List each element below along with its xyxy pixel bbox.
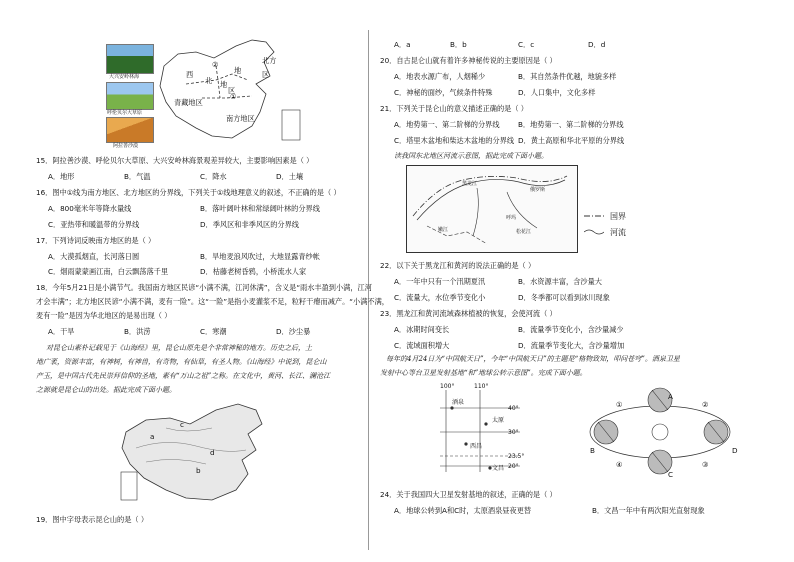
q22-option-d[interactable]: D．冬季都可以看到冰川现象 [518,293,610,302]
map3-legend-river: 河流 [610,228,626,237]
orbit-label-b: B [590,446,595,455]
q15-option-a[interactable]: A．地形 [48,172,75,181]
q22-stem: 22．以下关于黑龙江和黄河的说法正确的是（ ） [380,261,536,270]
map2-letter-d: d [210,448,215,457]
photo-grassland [106,82,154,110]
q19-option-a[interactable]: A．a [394,40,411,49]
q16-option-d[interactable]: D．季风区和非季风区的分界线 [200,220,299,229]
earth-orbit-diagram [576,384,746,480]
q17-option-c[interactable]: C．烟雨蒙蒙画江南，白云飘荡落千里 [48,267,169,276]
q23-option-d[interactable]: D．流量季节变化大，含沙量增加 [518,341,625,350]
q18-line-3: 麦有一险”是因为华北地区的是易出现（ ） [36,311,172,320]
map1-region-beifang: 北方 [262,56,277,65]
q18-line-1: 18．今年5月21日是小满节气。我国南方地区民谚“小满不满，江河休满”，含义是“雨水丰盈到小满，江河 [36,283,372,292]
northeast-river-map [406,165,578,253]
map4-lat-30: 30° [508,429,519,436]
map3-legend-border: 国界 [610,212,626,221]
orbit-label-a: A [668,392,673,401]
q22-option-c[interactable]: C．流量大，水位季节变化小 [394,293,486,302]
map1-region-di2: 地 [234,66,242,75]
map2-letter-b: b [196,466,201,475]
q24-option-a[interactable]: A．地球公转到A和C时，太原酒泉昼夜更替 [394,506,532,515]
passage-space-1: 每年的4月24日为“中国航天日”，今年“中国航天日”的主题是“格物致知，叩问苍穹”。酒泉卫星 [386,355,680,363]
map1-region-bei: 北 [205,76,213,85]
map3-label-huma: 呼玛 [506,215,517,221]
orbit-label-c: C [668,470,674,479]
q23-stem: 23．黑龙江和黄河流域森林植被的恢复，会使河流（ ） [380,309,557,318]
q23-option-c[interactable]: C．流域面积增大 [394,341,450,350]
q15-option-d[interactable]: D．土壤 [276,172,304,181]
map3-label-songhuajiang: 松花江 [516,229,532,235]
passage-kunlun-3: 产玉，是中国古代先民崇拜信仰的圣地，素有“万山之祖”之称。在文化中，黄河、长江、澜沧江 [36,372,331,380]
q15-option-c[interactable]: C．降水 [200,172,227,181]
passage-kunlun-4: 之源就是昆仑山的出处。据此完成下面小题。 [36,386,176,394]
map4-place-taiyuan: 太原 [492,417,505,424]
q19-option-b[interactable]: B．b [450,40,467,49]
q20-option-c[interactable]: C．神秘的面纱，气候条件特殊 [394,88,493,97]
photo-label-desert: 阿拉善沙漠 [113,143,139,149]
passage-space-2: 发射中心等台卫星发射基地“和”地球公转示意图”。完成下面小题。 [380,369,587,377]
q17-stem: 17．下列诗词反映南方地区的是（ ） [36,236,156,245]
map4-lon-110: 110° [474,383,489,390]
map1-region-xi: 西 [186,70,194,79]
passage-northeast: 读我国东北地区河流示意图，据此完成下面小题。 [394,152,548,160]
map2-letter-a: a [150,432,155,441]
q21-option-b[interactable]: B．地势第一、第二阶梯的分界线 [518,120,624,129]
passage-kunlun-1: 对昆仑山素朴记载见于《山海经》里，昆仑山原先是个非常神秘的地方。历史之后，土 [46,344,312,352]
map1-region-qu: 区 [228,86,236,95]
q15-option-b[interactable]: B．气温 [124,172,151,181]
q20-option-a[interactable]: A．地表水源广布，人烟稀少 [394,72,486,81]
map1-number-1: ① [230,92,237,101]
orbit-mark-4: ④ [616,460,623,469]
q23-option-b[interactable]: B．流量季节变化小，含沙量减少 [518,325,624,334]
q22-option-b[interactable]: B．水资源丰富，含沙量大 [518,277,602,286]
map1-region-nanfang: 南方地区 [226,114,255,123]
q21-stem: 21．下列关于昆仑山的意义描述正确的是（ ） [380,104,528,113]
map1-number-2: ② [212,60,219,69]
map3-label-nenjiang: 嫩江 [438,227,449,233]
map3-label-russia: 俄罗斯 [530,187,546,193]
map1-region-di: 地 [220,80,228,89]
map4-lat-20: 20° [508,463,519,470]
q20-stem: 20．自古昆仑山就有着许多神秘传说的主要原因是（ ） [380,56,557,65]
photo-label-grassland: 呼伦贝尔大草原 [107,110,143,116]
q17-option-a[interactable]: A．大漠孤烟直，长河落日圆 [48,252,140,261]
q18-line-2: 才会丰满”；北方地区民谚“小满不满，麦有一险”。这“一险”是指小麦灌浆不足，粒籽干瘪而减产。“小满不满， [36,297,389,306]
map2-letter-c: c [180,420,184,429]
orbit-label-d: D [732,446,738,455]
map4-lat-23-5: 23.5° [508,453,525,460]
q22-option-a[interactable]: A．一年中只有一个汛期夏汛 [394,277,486,286]
q24-stem: 24．关于我国四大卫星发射基地的叙述，正确的是（ ） [380,490,557,499]
china-topo-map [116,398,276,510]
q19-stem: 19．图中字母表示昆仑山的是（ ） [36,515,149,524]
passage-kunlun-2: 地广袤，资源丰富，有神树，有神兽，有奇物，有仙草，有圣人物。《山海经》中说到，昆仑山 [36,358,327,366]
q18-option-c[interactable]: C．寒潮 [200,327,227,336]
q21-option-c[interactable]: C．塔里木盆地和柴达木盆地的分界线 [394,136,515,145]
q23-option-a[interactable]: A．冰期时间变长 [394,325,450,334]
q20-option-d[interactable]: D．人口集中，文化多样 [518,88,596,97]
q17-option-b[interactable]: B．旱地麦浪风吹过，大地显露青纱帐 [200,252,320,261]
map4-lon-100: 100° [440,383,455,390]
map4-lat-40: 40° [508,405,519,412]
map1-region-qu2: 区 [262,70,270,79]
q21-option-a[interactable]: A．地势第一、第二阶梯的分界线 [394,120,500,129]
q16-stem: 16．图中①线为南方地区、北方地区的分界线，下列关于①线地理意义的叙述，不正确的是（ ） [36,188,341,197]
photo-label-forest: 大兴安岭林海 [109,74,140,80]
q24-option-b[interactable]: B．文昌一年中有两次阳光直射现象 [592,506,705,515]
q16-option-a[interactable]: A．800毫米年等降水量线 [48,204,132,213]
q20-option-b[interactable]: B．其自然条件优越，地貌多样 [518,72,617,81]
q16-option-b[interactable]: B．落叶阔叶林和常绿阔叶林的分界线 [200,204,320,213]
q18-option-d[interactable]: D．沙尘暴 [276,327,311,336]
launch-sites-grid [430,382,550,474]
q15-stem: 15．阿拉善沙漠、呼伦贝尔大草原、大兴安岭林海景观差异较大，主要影响因素是（ ） [36,156,314,165]
photo-forest [106,44,154,74]
q18-option-a[interactable]: A．干旱 [48,327,75,336]
q17-option-d[interactable]: D．枯藤老树昏鸦，小桥流水人家 [200,267,307,276]
map3-label-heilongjiang: 黑龙江 [462,181,478,187]
orbit-mark-2: ② [702,400,709,409]
q21-option-d[interactable]: D．黄土高原和华北平原的分界线 [518,136,625,145]
map1-region-qingzang: 青藏地区 [174,98,203,107]
orbit-mark-3: ③ [702,460,709,469]
map4-place-jiuquan: 酒泉 [452,399,465,406]
map4-place-wenchang: 文昌 [492,465,505,472]
map3-legend [584,210,604,240]
q16-option-c[interactable]: C．亚热带和暖温带的分界线 [48,220,140,229]
q19-option-d[interactable]: D．d [588,40,606,49]
map4-place-xichang: 西昌 [470,443,483,450]
q18-option-b[interactable]: B．洪涝 [124,327,151,336]
q19-option-c[interactable]: C．c [518,40,535,49]
photo-desert [106,117,154,143]
orbit-mark-1: ① [616,400,623,409]
